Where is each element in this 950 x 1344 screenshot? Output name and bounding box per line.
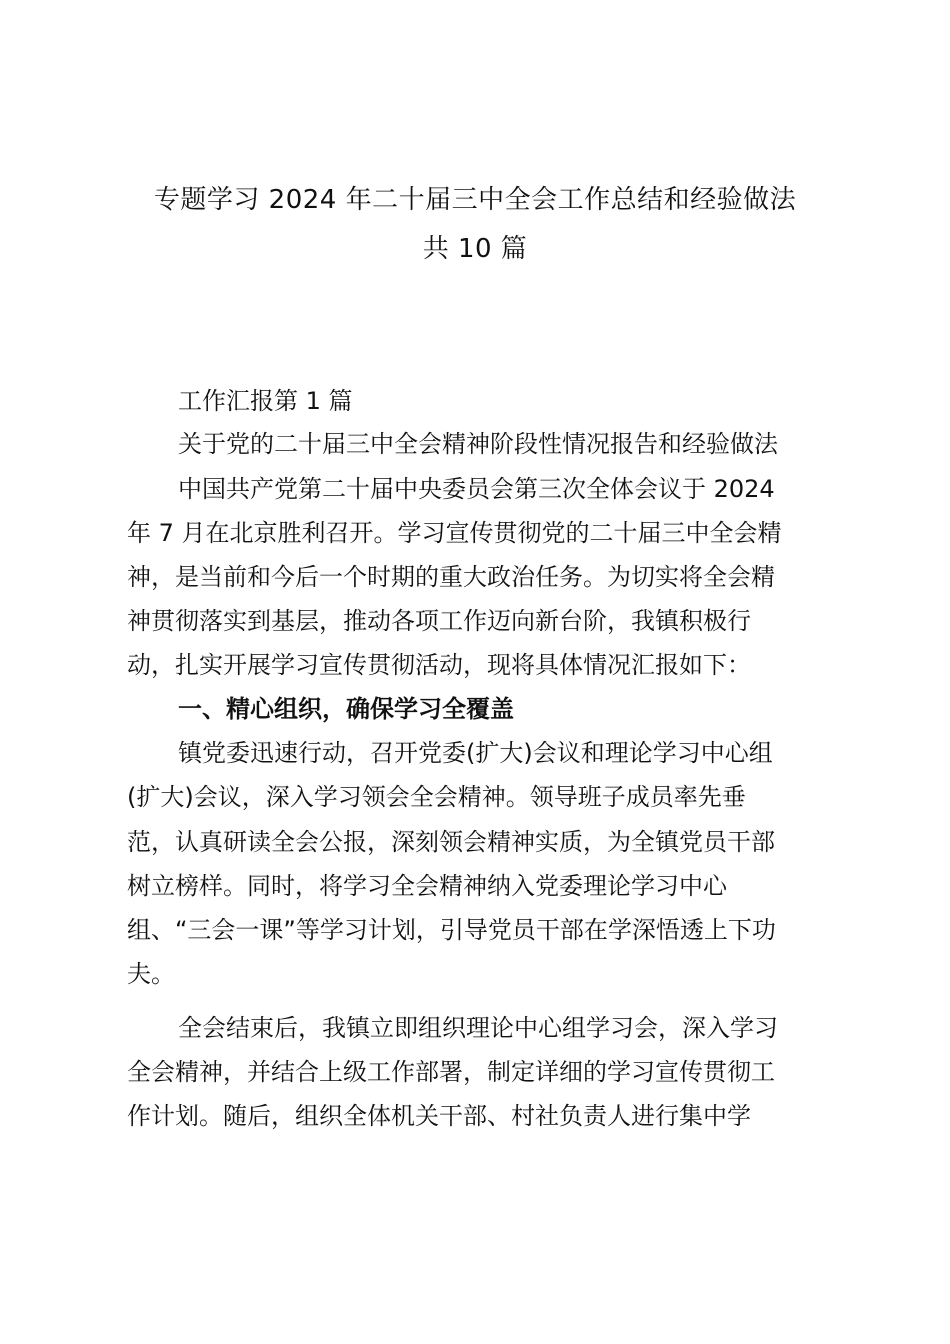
paragraph-line: 全会精神，并结合上级工作部署，制定详细的学习宣传贯彻工 (127, 1058, 775, 1086)
paragraph-line: 组、“三会一课”等学习计划，引导党员干部在学深悟透上下功 (127, 916, 776, 944)
paragraph-line: 神贯彻落实到基层，推动各项工作迈向新台阶，我镇积极行 (127, 607, 751, 635)
document-title-line-1: 专题学习 2024 年二十届三中全会工作总结和经验做法 (153, 185, 797, 215)
paragraph-line: 中国共产党第二十届中央委员会第三次全体会议于 2024 (178, 475, 775, 503)
paragraph-line: 树立榜样。同时，将学习全会精神纳入党委理论学习中心 (127, 872, 727, 900)
paragraph-line: 夫。 (127, 960, 175, 988)
paragraph-line: (扩大)会议，深入学习领会全会精神。领导班子成员率先垂 (127, 783, 746, 811)
paragraph-line: 全会结束后，我镇立即组织理论中心组学习会，深入学习 (178, 1014, 778, 1042)
report-subtitle: 关于党的二十届三中全会精神阶段性情况报告和经验做法 (178, 430, 778, 458)
document-title-line-2: 共 10 篇 (422, 234, 528, 264)
paragraph-line: 动，扎实开展学习宣传贯彻活动，现将具体情况汇报如下： (127, 651, 751, 679)
paragraph-line: 作计划。随后，组织全体机关干部、村社负责人进行集中学 (127, 1102, 751, 1130)
paragraph-line: 镇党委迅速行动，召开党委(扩大)会议和理论学习中心组 (178, 739, 773, 767)
section-heading-report-1: 工作汇报第 1 篇 (178, 387, 353, 415)
section-heading: 一、精心组织，确保学习全覆盖 (178, 695, 514, 723)
paragraph-line: 年 7 月在北京胜利召开。学习宣传贯彻党的二十届三中全会精 (127, 519, 782, 547)
paragraph-line: 神，是当前和今后一个时期的重大政治任务。为切实将全会精 (127, 563, 775, 591)
paragraph-line: 范，认真研读全会公报，深刻领会精神实质，为全镇党员干部 (127, 828, 775, 856)
